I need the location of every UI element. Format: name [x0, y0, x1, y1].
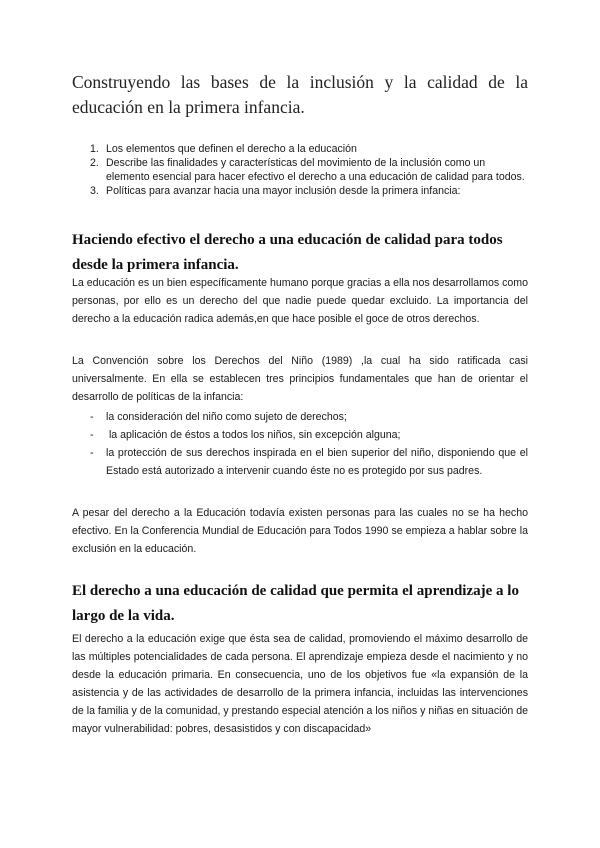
outline-item — [72, 156, 528, 184]
dash-bullet: - — [90, 429, 94, 441]
section1-paragraph-1: La educación es un bien específicamente humano porque gracias a ella nos desarrollamos como personas, por ello es un derecho del que nadie puede quedar excluido. La importancia del derecho a la educación radica además,en que hace posible el goce de otros derechos. — [72, 277, 528, 325]
section1-paragraph-2: La Convención sobre los Derechos del Niño (1989) ,la cual ha sido ratificada casi universalmente. En ella se establecen tres principios fundamentales que han de orientar el desarrollo de políticas de la infancia: — [72, 355, 528, 403]
outline-number: 3. — [90, 185, 99, 197]
outline-list — [72, 142, 528, 198]
dash-bullet: - — [90, 447, 94, 459]
outline-text: Políticas para avanzar hacia una mayor inclusión desde la primera infancia: — [106, 185, 461, 197]
outline-item — [72, 142, 528, 156]
section1-paragraph-3: A pesar del derecho a la Educación todavía existen personas para las cuales no se ha hecho efectivo. En la Conferencia Mundial de Educación para Todos 1990 se empieza a hablar sobre la exclusión en la educación. — [72, 507, 528, 555]
list-item-text: la consideración del niño como sujeto de derechos; — [106, 411, 347, 423]
list-item-text: la aplicación de éstos a todos los niños, sin excepción alguna; — [106, 429, 401, 441]
list-item — [72, 444, 528, 480]
outline-number: 1. — [90, 143, 99, 155]
outline-number: 2. — [90, 157, 99, 169]
principles-list — [72, 408, 528, 480]
list-item — [72, 426, 528, 444]
section2-paragraph-1: El derecho a la educación exige que ésta sea de calidad, promoviendo el máximo desarrollo de las múltiples potencialidades de cada persona. El aprendizaje empieza desde el nacimiento y no desde la educación primaria. En consecuencia, uno de los objetivos fue «la expansión de la asistencia y de las actividades de desarrollo de la primera infancia, incluidas las intervenciones de la familia y de la comunidad, y prestando especial atención a los niños y niñas en situación de mayor vulnerabilidad: pobres, desasistidos y con discapacidad» — [72, 633, 528, 735]
document-title: Construyendo las bases de la inclusión y la calidad de la educación en la primera infancia. — [72, 72, 528, 117]
list-item-text: la protección de sus derechos inspirada en el bien superior del niño, disponiendo que el Estado está autorizado a intervenir cuando éste no es protegido por sus padres. — [106, 447, 528, 477]
list-item — [72, 408, 528, 426]
section-heading-2: El derecho a una educación de calidad que permita el aprendizaje a lo largo de la vida. — [72, 583, 519, 624]
section-heading-1: Haciendo efectivo el derecho a una educación de calidad para todos desde la primera infancia. — [72, 232, 503, 273]
outline-item — [72, 184, 528, 198]
outline-text: Los elementos que definen el derecho a la educación — [106, 143, 357, 155]
dash-bullet: - — [90, 411, 94, 423]
outline-text: Describe las finalidades y características del movimiento de la inclusión como un elemento esencial para hacer efectivo el derecho a una educación de calidad para todos. — [106, 157, 525, 183]
